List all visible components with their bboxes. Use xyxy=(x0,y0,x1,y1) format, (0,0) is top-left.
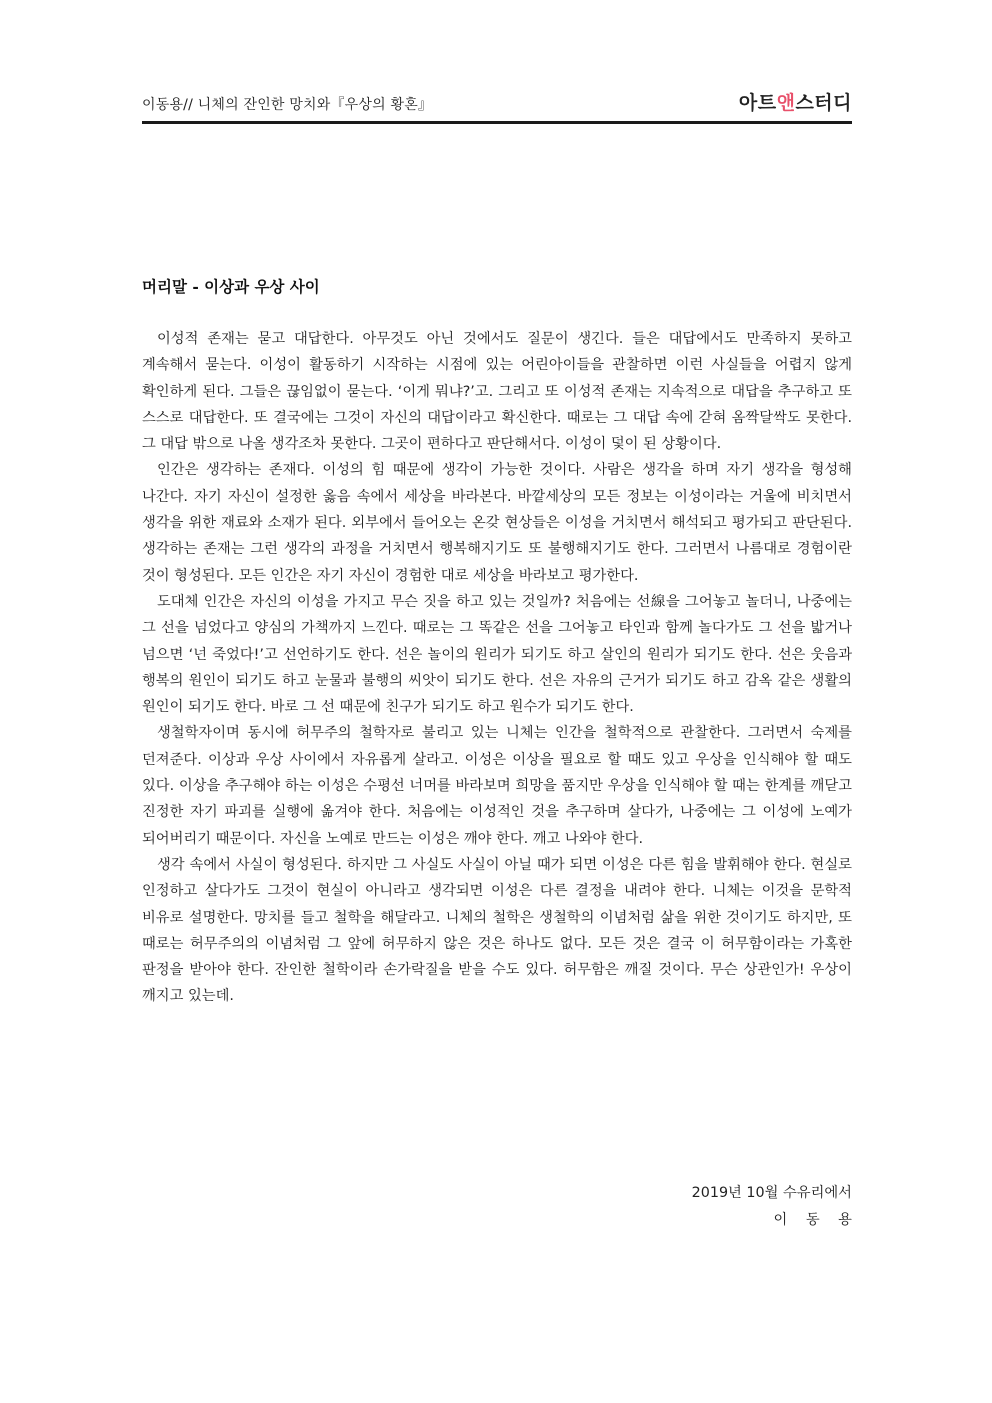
paragraph: 도대체 인간은 자신의 이성을 가지고 무슨 짓을 하고 있는 것일까? 처음에는 선線을 그어놓고 놀더니, 나중에는 그 선을 넘었다고 양심의 가책까지 느낀다. 때로는 그 똑같은 선을 그어놓고 타인과 함께 놀다가도 그 선을 밟거나 넘으면 ‘넌 죽었다!’고 선언하기도 한다. 선은 놀이의 원리가 되기도 하고 살인의 원리가 되기도 한다. 선은 웃음과 행복의 원인이 되기도 하고 눈물과 불행의 씨앗이 되기도 한다. 선은 자유의 근거가 되기도 하고 감옥 같은 생활의 원인이 되기도 한다. 바로 그 선 때문에 친구가 되기도 하고 원수가 되기도 한다. xyxy=(142,593,852,716)
signature-author: 이 동 용 xyxy=(773,1212,859,1228)
header-title: 이동용// 니체의 잔인한 망치와『우상의 황혼』 xyxy=(142,97,433,113)
paragraph: 생철학자이며 동시에 허무주의 철학자로 불리고 있는 니체는 인간을 철학적으로 관찰한다. 그러면서 숙제를 던져준다. 이상과 우상 사이에서 자유롭게 살라고. 이성은 이상을 필요로 할 때도 있고 우상을 인식해야 할 때도 있다. 이상을 추구해야 하는 이성은 수평선 너머를 바라보며 희망을 품지만 우상을 인식해야 할 때는 한계를 깨닫고 진정한 자기 파괴를 실행에 옮겨야 한다. 처음에는 이성적인 것을 추구하며 살다가, 나중에는 그 이성에 노예가 되어버리기 때문이다. 자신을 노예로 만드는 이성은 깨야 한다. 깨고 나와야 한다. xyxy=(142,725,852,847)
page-header xyxy=(142,88,852,120)
section-heading: 머리말 - 이상과 우상 사이 xyxy=(142,277,320,296)
signature-block xyxy=(691,1180,859,1234)
paragraph: 생각 속에서 사실이 형성된다. 하지만 그 사실도 사실이 아닐 때가 되면 이성은 다른 힘을 발휘해야 한다. 현실로 인정하고 살다가도 그것이 현실이 아니라고 생각되면 이성은 다른 결정을 내려야 한다. 니체는 이것을 문학적 비유로 설명한다. 망치를 들고 철학을 해달라고. 니체의 철학은 생철학의 이념처럼 삶을 위한 것이기도 하지만, 또 때로는 허무주의의 이념처럼 그 앞에 허무하지 않은 것은 하나도 없다. 모든 것은 결국 이 허무함이라는 가혹한 판정을 받아야 한다. 잔인한 철학이라 손가락질을 받을 수도 있다. 허무함은 깨질 것이다. 무슨 상관인가! 우상이 깨지고 있는데. xyxy=(142,856,852,1005)
paragraph: 인간은 생각하는 존재다. 이성의 힘 때문에 생각이 가능한 것이다. 사람은 생각을 하며 자기 생각을 형성해 나간다. 자기 자신이 설정한 옳음 속에서 세상을 바라본다. 바깥세상의 모든 정보는 이성이라는 거울에 비치면서 생각을 위한 재료와 소재가 된다. 외부에서 들어오는 온갖 현상들은 이성을 거치면서 해석되고 평가되고 판단된다. 생각하는 존재는 그런 생각의 과정을 거치면서 행복해지기도 또 불행해지기도 한다. 그러면서 나름대로 경험이란 것이 형성된다. 모든 인간은 자기 자신이 경험한 대로 세상을 바라보고 평가한다. xyxy=(142,462,852,584)
logo-text-art: 아트 xyxy=(738,92,777,114)
paragraph: 이성적 존재는 묻고 대답한다. 아무것도 아닌 것에서도 질문이 생긴다. 들은 대답에서도 만족하지 못하고 계속해서 묻는다. 이성이 활동하기 시작하는 시점에 있는 어린아이들을 관찰하면 이런 사실들을 어렵지 않게 확인하게 된다. 그들은 끊임없이 묻는다. ‘이게 뭐냐?’고. 그리고 또 이성적 존재는 지속적으로 대답을 추구하고 또 스스로 대답한다. 또 결국에는 그것이 자신의 대답이라고 확신한다. 때로는 그 대답 속에 갇혀 옴짝달싹도 못한다. 그 대답 밖으로 나올 생각조차 못한다. 그곳이 편하다고 판단해서다. 이성이 덫이 된 상황이다. xyxy=(142,331,852,453)
publisher-logo xyxy=(739,88,852,115)
logo-text-and: 앤 xyxy=(776,92,796,114)
header-divider xyxy=(142,121,852,124)
signature-date-place: 2019년 10월 수유리에서 xyxy=(691,1185,852,1201)
body-text xyxy=(142,326,852,1010)
logo-text-study: 스터디 xyxy=(795,92,852,114)
